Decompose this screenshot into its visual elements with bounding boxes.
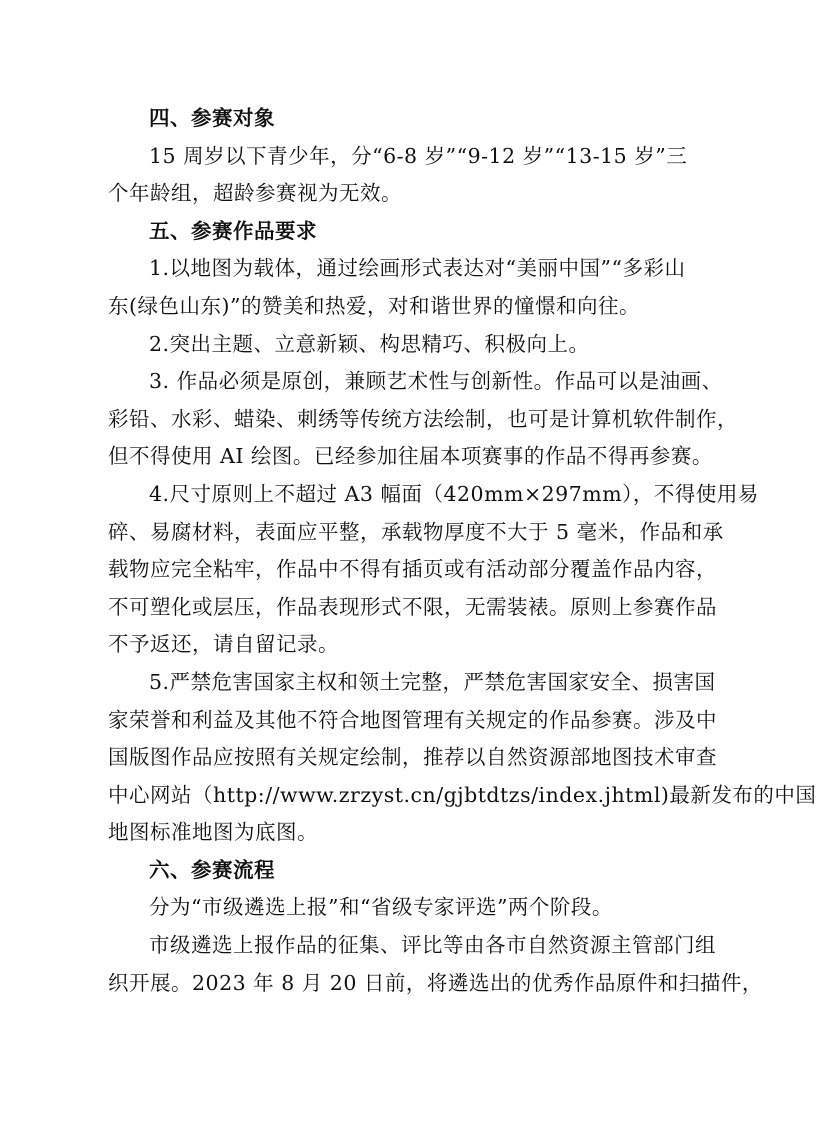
document-body [108, 100, 816, 1002]
text-line: 1.以地图为载体，通过绘画形式表达对“美丽中国”“多彩山 [149, 256, 686, 281]
text-line: 彩铅、水彩、蜡染、刺绣等传统方法绘制，也可是计算机软件制作， [108, 406, 738, 431]
text-line: 15 周岁以下青少年，分“6-8 岁”“9-12 岁”“13-15 岁”三 [149, 143, 688, 168]
text-line: 个年龄组，超龄参赛视为无效。 [108, 181, 402, 206]
section-heading: 五、参赛作品要求 [149, 218, 317, 243]
text-line: 不可塑化或层压，作品表现形式不限，无需装裱。原则上参赛作品 [108, 594, 717, 619]
section-heading: 六、参赛流程 [149, 857, 275, 882]
text-line: 国版图作品应按照有关规定绘制，推荐以自然资源部地图技术审查 [108, 745, 717, 770]
text-line: 织开展。2023 年 8 月 20 日前，将遴选出的优秀作品原件和扫描件， [108, 970, 763, 995]
text-line: 东(绿色山东)”的赞美和热爱，对和谐世界的憧憬和向往。 [108, 293, 640, 318]
text-line: 但不得使用 AI 绘图。已经参加往届本项赛事的作品不得再参赛。 [108, 444, 713, 469]
text-line: 地图标准地图为底图。 [108, 820, 318, 845]
section-heading: 四、参赛对象 [149, 106, 275, 130]
text-line: 中心网站（http://www.zrzyst.cn/gjbtdtzs/index.jhtml)最新发布的中国 [108, 782, 816, 807]
text-line: 2.突出主题、立意新颖、构思精巧、积极向上。 [149, 331, 590, 356]
text-line: 3. 作品必须是原创，兼顾艺术性与创新性。作品可以是油画、 [149, 369, 723, 394]
text-line: 分为“市级遴选上报”和“省级专家评选”两个阶段。 [149, 895, 613, 920]
text-line: 市级遴选上报作品的征集、评比等由各市自然资源主管部门组 [149, 933, 716, 958]
text-line: 载物应完全粘牢，作品中不得有插页或有活动部分覆盖作品内容， [108, 557, 717, 582]
text-line: 4.尺寸原则上不超过 A3 幅面（420mm×297mm），不得使用易 [149, 481, 759, 506]
text-line: 5.严禁危害国家主权和领土完整，严禁危害国家安全、损害国 [149, 669, 716, 694]
text-line: 不予返还，请自留记录。 [108, 632, 339, 657]
text-line: 碎、易腐材料，表面应平整，承载物厚度不大于 5 毫米，作品和承 [108, 519, 724, 544]
text-line: 家荣誉和利益及其他不符合地图管理有关规定的作品参赛。涉及中 [108, 707, 717, 732]
